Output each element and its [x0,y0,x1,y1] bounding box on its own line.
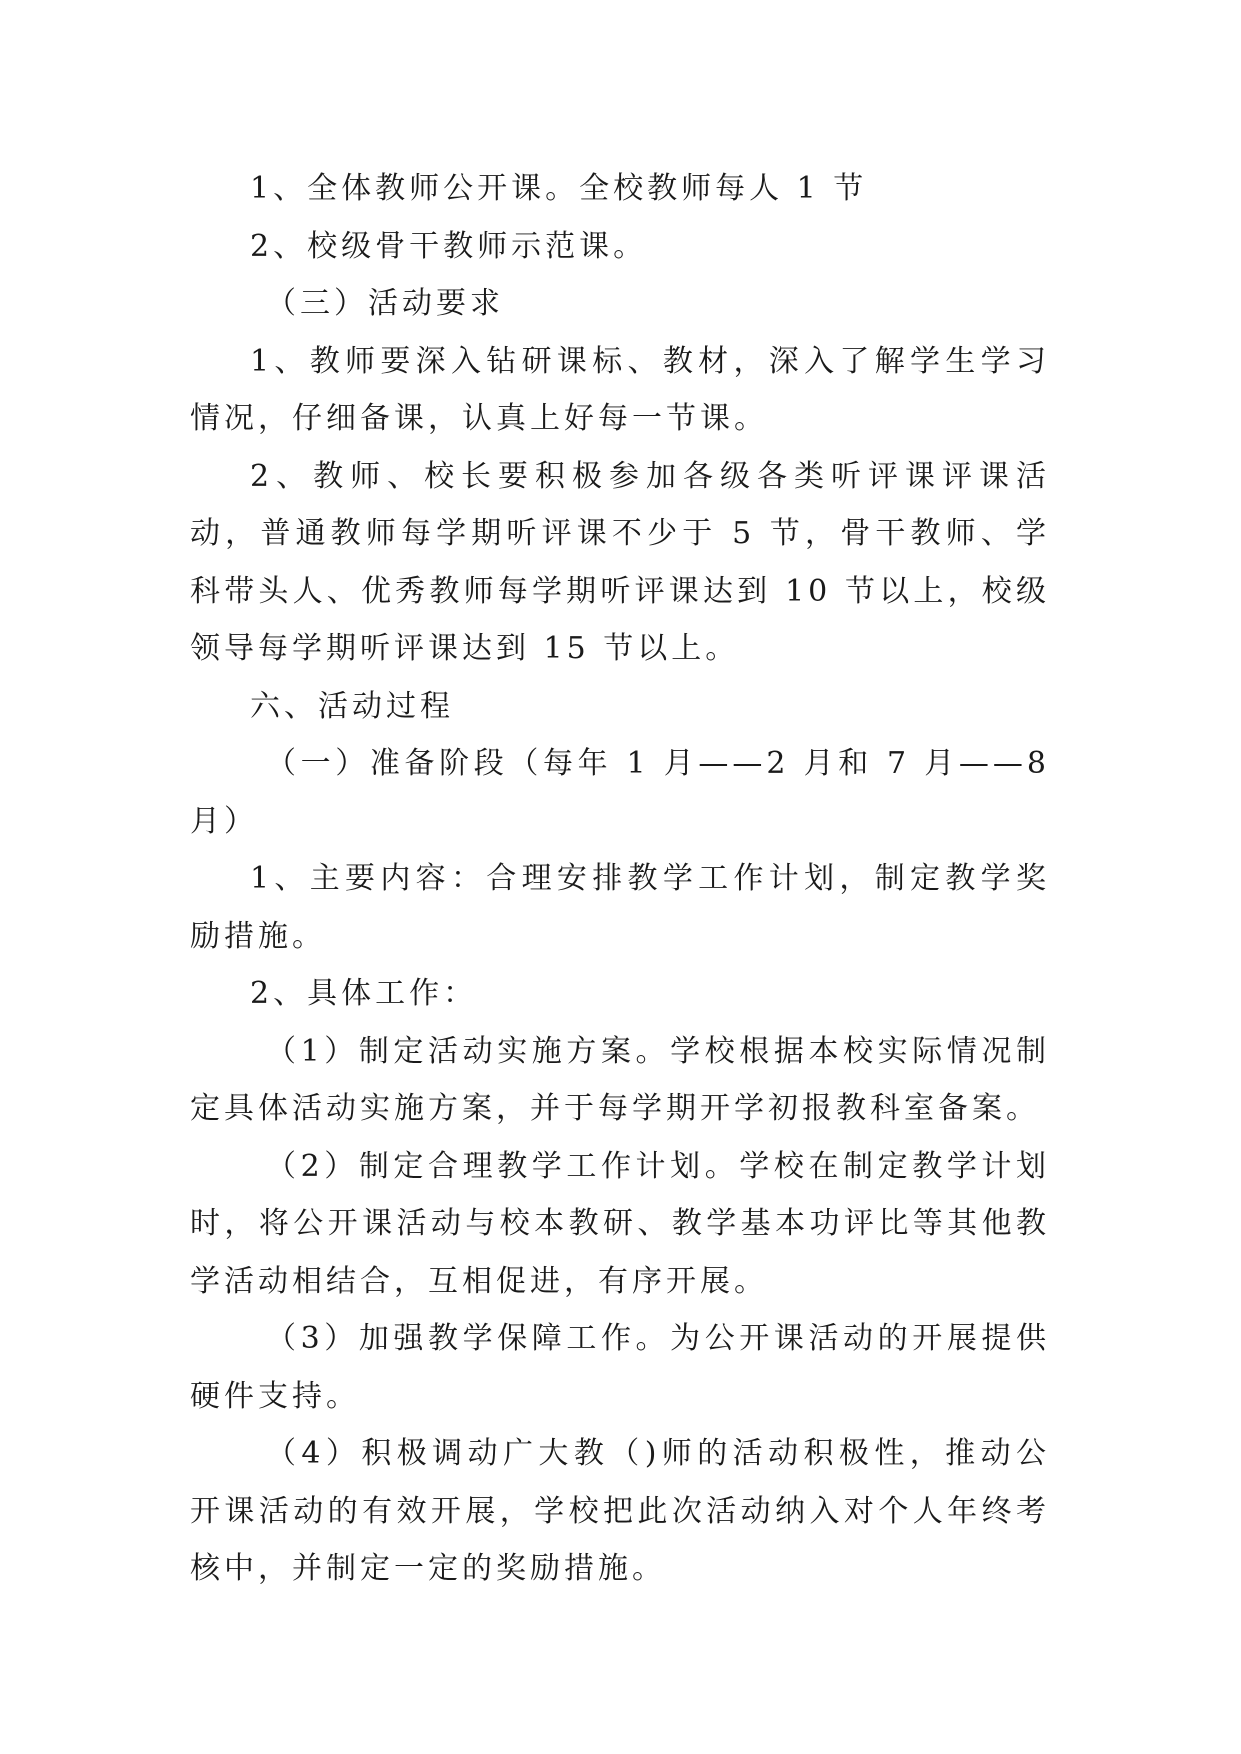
paragraph-work-item-1: （1）制定活动实施方案。学校根据本校实际情况制定具体活动实施方案，并于每学期开学初报教科室备案。 [190,1033,1050,1126]
section-heading-activity-process: 六、活动过程 [250,688,454,724]
document-body [190,160,1050,1598]
paragraph-teacher-open-class: 1、全体教师公开课。全校教师每人 1 节 [250,171,868,206]
paragraph-work-item-2: （2）制定合理教学工作计划。学校在制定教学计划时，将公开课活动与校本教研、教学基本功评比等其他教学活动相结合，互相促进，有序开展。 [190,1148,1050,1299]
paragraph-main-content: 1、主要内容：合理安排教学工作计划，制定教学奖励措施。 [190,861,1050,954]
section-heading-preparation-stage: （一）准备阶段（每年 1 月——2 月和 7 月——8 月） [190,746,1050,839]
paragraph-work-item-3: （3）加强教学保障工作。为公开课活动的开展提供硬件支持。 [190,1321,1050,1414]
section-heading-activity-requirements: （三）活动要求 [266,286,504,321]
paragraph-requirement-2: 2、教师、校长要积极参加各级各类听评课评课活动，普通教师每学期听评课不少于 5 节，骨干教师、学科带头人、优秀教师每学期听评课达到 10 节以上，校级领导每学期听评课达到 15 节以上。 [190,458,1050,666]
paragraph-requirement-1: 1、教师要深入钻研课标、教材，深入了解学生学习情况，仔细备课，认真上好每一节课。 [190,343,1050,436]
paragraph-specific-work: 2、具体工作： [250,976,478,1011]
paragraph-backbone-demo-class: 2、校级骨干教师示范课。 [250,228,648,264]
paragraph-work-item-4: （4）积极调动广大教（)师的活动积极性，推动公开课活动的有效开展，学校把此次活动纳入对个人年终考核中，并制定一定的奖励措施。 [190,1436,1050,1586]
